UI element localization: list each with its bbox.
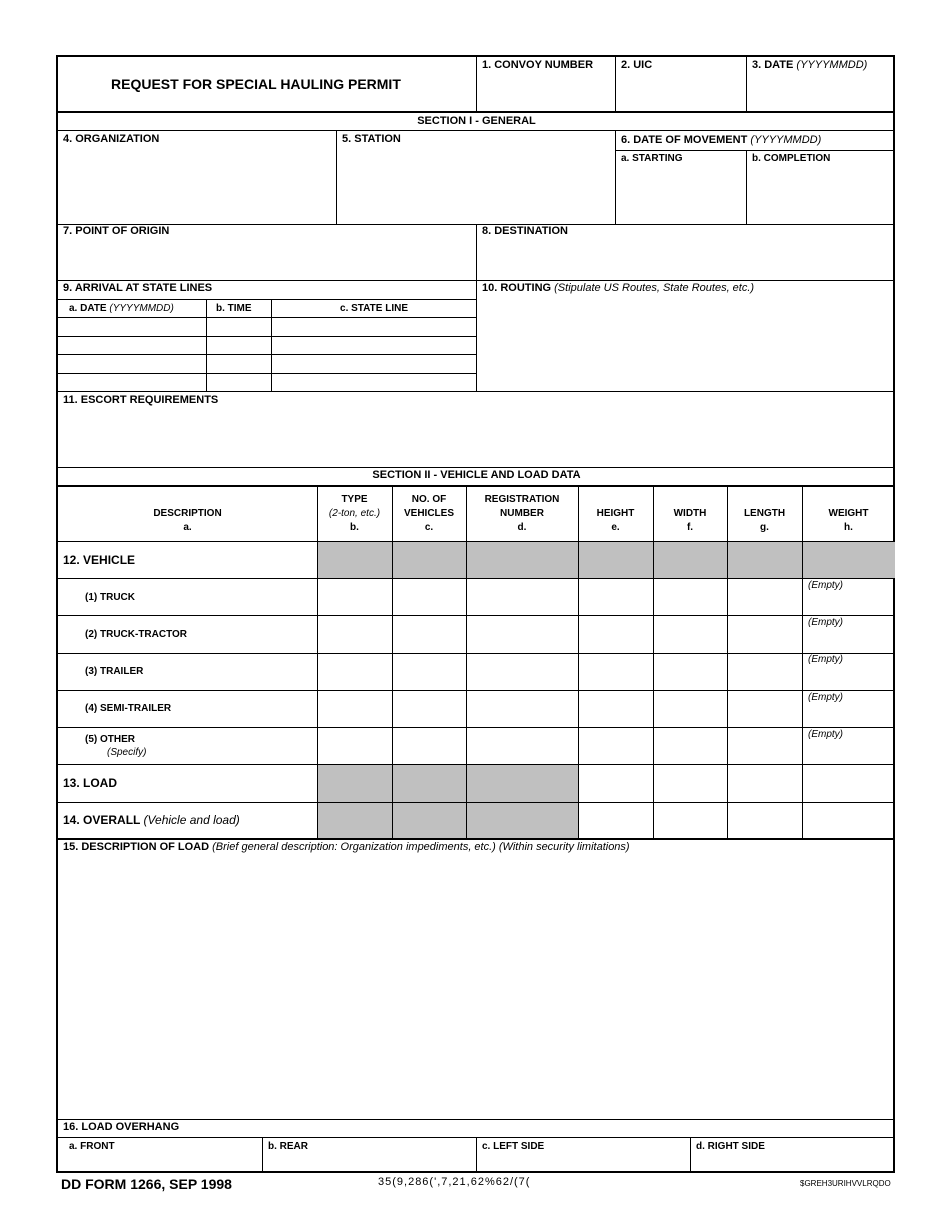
truck-tractor-weight-empty: (Empty) bbox=[808, 617, 843, 628]
overall-note: (Vehicle and load) bbox=[143, 813, 240, 827]
destination-field[interactable]: 8. DESTINATION bbox=[482, 225, 568, 237]
date-of-movement-label bbox=[621, 134, 821, 146]
organization-field[interactable]: 4. ORGANIZATION bbox=[63, 133, 160, 145]
description-of-load-note: (Brief general description: Organization impediments, etc.) (Within security limitations) bbox=[212, 841, 630, 853]
arrival-row-1[interactable] bbox=[58, 317, 476, 318]
arrival-date-format: (YYYYMMDD) bbox=[109, 303, 174, 314]
col-width-letter: f. bbox=[686, 522, 694, 533]
load-overhang-label: 16. LOAD OVERHANG bbox=[63, 1121, 180, 1133]
col-type-label: TYPE bbox=[341, 494, 368, 505]
edition-note: 35(9,286(',7,21,62%62/(7( bbox=[378, 1176, 531, 1188]
date-of-movement-text: 6. DATE OF MOVEMENT bbox=[621, 134, 748, 146]
table-row-semi-trailer[interactable]: (4) SEMI-TRAILER bbox=[85, 703, 172, 714]
col-width bbox=[653, 507, 727, 535]
hauling-permit-form bbox=[56, 55, 895, 1173]
col-weight bbox=[802, 507, 895, 535]
routing-label: 10. ROUTING bbox=[482, 282, 552, 294]
overall-row-shading bbox=[318, 803, 578, 838]
point-of-origin-field[interactable]: 7. POINT OF ORIGIN bbox=[63, 225, 170, 237]
form-title: REQUEST FOR SPECIAL HAULING PERMIT bbox=[111, 76, 401, 92]
completion-date-field[interactable]: b. COMPLETION bbox=[752, 153, 831, 164]
col-width-label: WIDTH bbox=[673, 508, 707, 519]
col-length bbox=[727, 507, 802, 535]
vehicle-row-shading bbox=[318, 542, 895, 578]
uic-field[interactable]: 2. UIC bbox=[621, 59, 653, 71]
section-1-title: SECTION I - GENERAL bbox=[417, 115, 536, 127]
col-type-note: (2-ton, etc.) bbox=[328, 508, 381, 519]
station-field[interactable]: 5. STATION bbox=[342, 133, 401, 145]
date-label: 3. DATE bbox=[752, 59, 794, 71]
arrival-date-text: a. DATE bbox=[69, 303, 107, 314]
col-type-letter: b. bbox=[350, 522, 359, 533]
arrival-state-lines-label: 9. ARRIVAL AT STATE LINES bbox=[63, 282, 213, 294]
table-row-trailer[interactable]: (3) TRAILER bbox=[85, 666, 144, 677]
col-vehicles-label-1: NO. OF bbox=[411, 494, 447, 505]
section-2-title: SECTION II - VEHICLE AND LOAD DATA bbox=[372, 469, 581, 481]
convoy-number-field[interactable]: 1. CONVOY NUMBER bbox=[482, 59, 594, 71]
load-label[interactable]: 13. LOAD bbox=[63, 776, 118, 790]
arrival-row-3[interactable] bbox=[58, 354, 476, 355]
col-height bbox=[578, 507, 653, 535]
col-type bbox=[317, 493, 392, 535]
form-id: DD FORM 1266, SEP 1998 bbox=[61, 1176, 232, 1192]
description-of-load-label: 15. DESCRIPTION OF LOAD bbox=[63, 841, 210, 853]
starting-date-field[interactable]: a. STARTING bbox=[621, 153, 683, 164]
col-height-letter: e. bbox=[611, 522, 620, 533]
arrival-date-header bbox=[69, 303, 174, 314]
col-weight-label: WEIGHT bbox=[828, 508, 869, 519]
truck-weight-empty: (Empty) bbox=[808, 580, 843, 591]
routing-note: (Stipulate US Routes, State Routes, etc.) bbox=[554, 282, 755, 294]
col-description bbox=[58, 507, 317, 535]
other-weight-empty: (Empty) bbox=[808, 729, 843, 740]
date-of-movement-format: (YYYYMMDD) bbox=[750, 134, 822, 146]
col-registration-letter: d. bbox=[517, 522, 527, 533]
load-row-shading bbox=[318, 765, 578, 802]
vehicle-label: 12. VEHICLE bbox=[63, 553, 136, 567]
col-length-label: LENGTH bbox=[743, 508, 786, 519]
arrival-row-4[interactable] bbox=[58, 373, 476, 374]
col-vehicles bbox=[392, 493, 466, 535]
col-registration-label-1: REGISTRATION bbox=[484, 494, 560, 505]
col-height-label: HEIGHT bbox=[596, 508, 635, 519]
col-weight-letter: h. bbox=[844, 522, 853, 533]
overhang-front-field[interactable]: a. FRONT bbox=[69, 1141, 115, 1152]
overhang-rear-field[interactable]: b. REAR bbox=[268, 1141, 308, 1152]
col-description-label: DESCRIPTION bbox=[153, 508, 222, 519]
adobe-note: $GREH3URIHVVLRQDO bbox=[800, 1179, 891, 1188]
trailer-weight-empty: (Empty) bbox=[808, 654, 843, 665]
table-row-other[interactable]: (5) OTHER bbox=[85, 734, 135, 745]
col-vehicles-letter: c. bbox=[424, 522, 434, 533]
table-row-truck[interactable]: (1) TRUCK bbox=[85, 592, 135, 603]
overhang-left-side-field[interactable]: c. LEFT SIDE bbox=[482, 1141, 545, 1152]
arrival-time-header: b. TIME bbox=[216, 303, 252, 314]
col-description-letter: a. bbox=[183, 522, 192, 533]
date-format: (YYYYMMDD) bbox=[796, 59, 868, 71]
routing-field[interactable] bbox=[482, 282, 754, 294]
overall-label[interactable] bbox=[63, 813, 240, 827]
arrival-row-2[interactable] bbox=[58, 336, 476, 337]
overall-text: 14. OVERALL bbox=[63, 813, 141, 827]
arrival-state-line-header: c. STATE LINE bbox=[340, 303, 408, 314]
col-vehicles-label-2: VEHICLES bbox=[403, 508, 454, 519]
col-registration-label-2: NUMBER bbox=[500, 508, 544, 519]
escort-requirements-field[interactable]: 11. ESCORT REQUIREMENTS bbox=[63, 394, 219, 406]
overhang-right-side-field[interactable]: d. RIGHT SIDE bbox=[696, 1141, 765, 1152]
description-of-load-field[interactable] bbox=[63, 841, 630, 853]
other-specify-note: (Specify) bbox=[107, 747, 147, 758]
semi-trailer-weight-empty: (Empty) bbox=[808, 692, 843, 703]
date-field[interactable] bbox=[752, 59, 867, 71]
col-registration bbox=[466, 493, 578, 535]
col-length-letter: g. bbox=[760, 522, 769, 533]
table-row-truck-tractor[interactable]: (2) TRUCK-TRACTOR bbox=[85, 629, 188, 640]
